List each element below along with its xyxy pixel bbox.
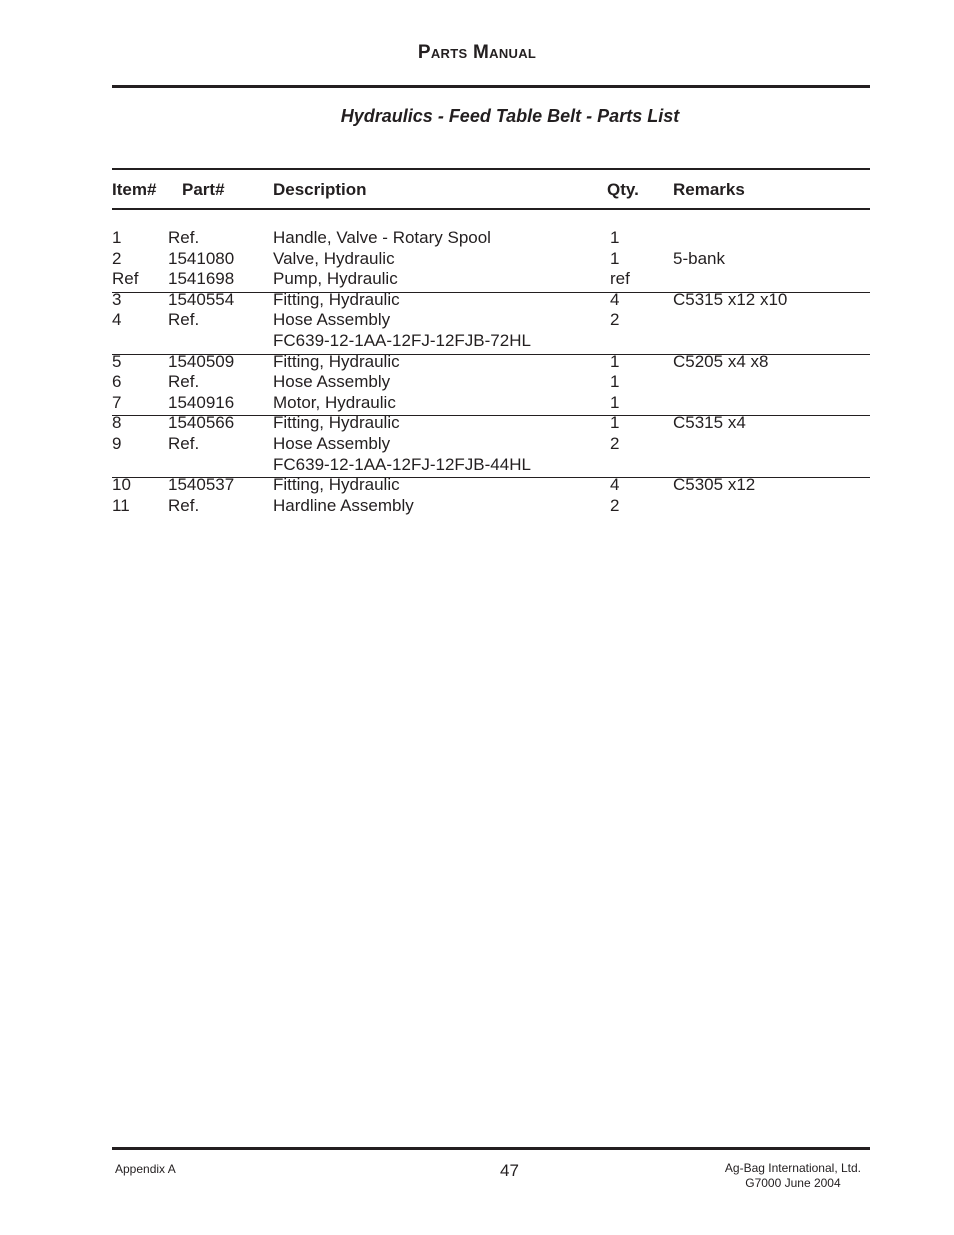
cell-description: Handle, Valve - Rotary Spool: [273, 228, 491, 247]
column-header-part: Part#: [182, 180, 225, 199]
cell-item: 11: [112, 495, 130, 515]
cell-item: 9: [112, 434, 122, 453]
cell-qty: 4: [610, 289, 620, 309]
cell-description: Hose Assembly: [273, 434, 391, 453]
cell-qty: 2: [610, 310, 620, 330]
column-header-item: Item#: [112, 180, 157, 199]
header-rule: [112, 85, 870, 88]
cell-part: 1541080: [168, 248, 235, 268]
cell-description: FC639-12-1AA-12FJ-12FJB-72HL: [273, 331, 531, 350]
cell-qty: ref: [610, 269, 630, 289]
footer-appendix: Appendix A: [115, 1162, 176, 1176]
cell-part: 1540566: [168, 413, 235, 433]
cell-item: 5: [112, 351, 122, 371]
cell-description: Pump, Hydraulic: [273, 269, 398, 289]
cell-remarks: C5315 x12 x10: [673, 289, 788, 309]
column-header-remarks: Remarks: [673, 180, 745, 199]
cell-description: Fitting, Hydraulic: [273, 351, 400, 371]
cell-description: Fitting, Hydraulic: [273, 413, 400, 433]
cell-part: Ref.: [168, 495, 200, 515]
cell-part: 1540509: [168, 351, 235, 371]
cell-qty: 4: [610, 475, 620, 495]
cell-remarks: C5315 x4: [673, 413, 746, 433]
cell-qty: 2: [610, 434, 620, 453]
table-top-rule: [112, 168, 870, 170]
cell-qty: 1: [610, 372, 620, 392]
cell-remarks: C5205 x4 x8: [673, 351, 769, 371]
cell-item: 10: [112, 475, 131, 495]
cell-item: 1: [112, 228, 122, 247]
cell-description: Hose Assembly: [273, 310, 391, 330]
footer-publisher: [725, 1161, 861, 1191]
page-header-title: Parts Manual: [417, 42, 537, 63]
cell-part: 1540554: [168, 289, 235, 309]
cell-description: Valve, Hydraulic: [273, 248, 395, 268]
cell-part: 1540916: [168, 392, 235, 412]
cell-qty: 1: [610, 392, 620, 412]
page-number: 47: [500, 1161, 519, 1180]
footer-rule: [112, 1147, 870, 1150]
cell-item: 2: [112, 248, 122, 268]
footer-edition: G7000 June 2004: [745, 1176, 841, 1190]
cell-item: 8: [112, 413, 122, 433]
cell-item: 6: [112, 372, 122, 392]
table-header-rule: [112, 208, 870, 210]
cell-part: Ref.: [168, 228, 200, 247]
cell-remarks: 5-bank: [673, 248, 725, 268]
cell-part: Ref.: [168, 310, 200, 330]
cell-description: Fitting, Hydraulic: [273, 475, 400, 495]
cell-qty: 1: [610, 351, 620, 371]
cell-part: Ref.: [168, 434, 200, 453]
cell-description: FC639-12-1AA-12FJ-12FJB-44HL: [273, 454, 531, 474]
cell-part: 1541698: [168, 269, 235, 289]
cell-description: Motor, Hydraulic: [273, 392, 396, 412]
cell-item: Ref: [112, 269, 139, 289]
section-title: Hydraulics - Feed Table Belt - Parts List: [340, 106, 680, 126]
cell-part: 1540537: [168, 475, 235, 495]
cell-remarks: C5305 x12: [673, 475, 756, 495]
footer-company: Ag-Bag International, Ltd.: [724, 1161, 861, 1175]
cell-description: Hose Assembly: [273, 372, 391, 392]
cell-description: Fitting, Hydraulic: [273, 289, 400, 309]
cell-item: 3: [112, 289, 122, 309]
cell-item: 4: [112, 310, 122, 330]
column-header-description: Description: [273, 180, 367, 199]
cell-qty: 2: [610, 495, 620, 515]
cell-qty: 1: [610, 248, 620, 268]
cell-description: Hardline Assembly: [273, 495, 414, 515]
cell-qty: 1: [610, 228, 620, 247]
cell-qty: 1: [610, 413, 620, 433]
cell-part: Ref.: [168, 372, 200, 392]
column-header-qty: Qty.: [607, 180, 639, 199]
cell-item: 7: [112, 392, 122, 412]
